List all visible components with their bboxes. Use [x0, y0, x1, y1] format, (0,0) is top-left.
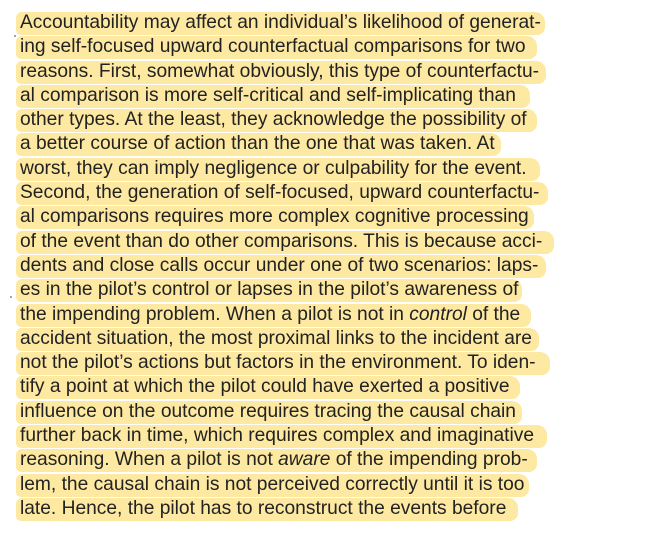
text-line-content: [20, 157, 527, 181]
text-segment: worst, they can imply negligence or culpability for the event.: [20, 157, 527, 179]
text-line: [20, 157, 620, 181]
text-line: [20, 375, 620, 399]
text-line-content: [20, 303, 520, 327]
text-line-content: [20, 424, 534, 448]
text-line: [20, 254, 620, 278]
text-line: [20, 108, 620, 132]
text-segment: lem, the causal chain is not perceived correctly until it is too: [20, 473, 525, 495]
text-line: [20, 181, 620, 205]
text-segment: accident situation, the most proximal links to the incident are: [20, 327, 532, 349]
text-line-content: [20, 375, 510, 399]
text-segment: ing self-focused upward counterfactual comparisons for two: [20, 36, 526, 58]
text-segment: al comparison is more self-critical and self-implicating than: [20, 84, 516, 106]
text-line: [20, 35, 620, 59]
text-line-content: [20, 181, 539, 205]
text-line: [20, 400, 620, 424]
text-line-content: [20, 205, 529, 229]
text-line-content: [20, 84, 516, 108]
text-line-content: [20, 11, 541, 35]
text-line: [20, 424, 620, 448]
text-segment: of the: [466, 303, 521, 325]
text-line-content: [20, 497, 506, 521]
scan-speck: [14, 35, 16, 37]
text-segment: dents and close calls occur under one of two scenarios: laps-: [20, 254, 539, 276]
text-line: [20, 448, 620, 472]
text-line: [20, 497, 620, 521]
text-segment: influence on the outcome requires tracing the causal chain: [20, 400, 516, 422]
text-line: [20, 303, 620, 327]
highlighted-paragraph: [20, 11, 620, 521]
text-segment: reasons. First, somewhat obviously, this type of counterfactu-: [20, 60, 539, 82]
text-line-content: [20, 132, 495, 156]
text-line: [20, 60, 620, 84]
text-segment: al comparisons requires more complex cognitive processing: [20, 206, 529, 228]
text-segment: a better course of action than the one that was taken. At: [20, 133, 495, 155]
text-line: [20, 327, 620, 351]
text-line-content: [20, 60, 539, 84]
text-segment: Accountability may affect an individual’s likelihood of generat-: [20, 12, 541, 33]
text-line-content: [20, 278, 518, 302]
text-line-content: [20, 108, 527, 132]
text-segment: of the event than do other comparisons. This is because acci-: [20, 230, 543, 252]
text-line: [20, 473, 620, 497]
emphasized-word: aware: [278, 449, 331, 471]
text-line: [20, 205, 620, 229]
text-line-content: [20, 35, 526, 59]
text-line-content: [20, 400, 516, 424]
text-line: [20, 11, 620, 35]
text-segment: of the impending prob-: [330, 449, 528, 471]
text-segment: Second, the generation of self-focused, upward counterfactu-: [20, 182, 540, 204]
text-segment: other types. At the least, they acknowledge the possibility of: [20, 109, 527, 131]
text-segment: late. Hence, the pilot has to reconstruct the events before: [20, 497, 507, 519]
text-segment: the impending problem. When a pilot is not in: [20, 303, 410, 325]
text-line-content: [20, 230, 542, 254]
text-line-content: [20, 254, 538, 278]
text-line-content: [20, 327, 532, 351]
text-segment: further back in time, which requires complex and imaginative: [20, 425, 535, 447]
text-line-content: [20, 351, 536, 375]
text-line: [20, 132, 620, 156]
emphasized-word: control: [409, 303, 467, 325]
text-segment: tify a point at which the pilot could have exerted a positive: [20, 376, 510, 398]
text-line-content: [20, 448, 528, 472]
text-line-content: [20, 473, 524, 497]
text-segment: not the pilot’s actions but factors in the environment. To iden-: [20, 352, 536, 374]
scan-speck: [10, 296, 12, 298]
cut-off-previous-line: [92, 0, 312, 4]
text-line: [20, 351, 620, 375]
text-line: [20, 84, 620, 108]
text-line: [20, 278, 620, 302]
text-segment: es in the pilot’s control or lapses in the pilot’s awareness of: [20, 279, 519, 301]
text-segment: reasoning. When a pilot is not: [20, 449, 279, 471]
text-line: [20, 230, 620, 254]
